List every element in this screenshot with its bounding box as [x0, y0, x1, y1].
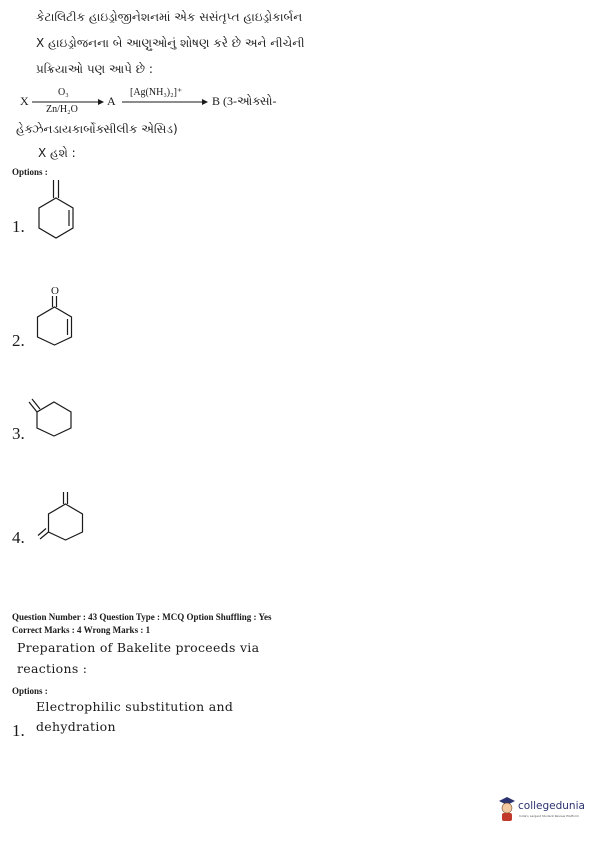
svg-text:O: O — [51, 285, 59, 297]
reaction-arrow-2 — [122, 98, 207, 106]
question-ask: X હશે : — [38, 146, 76, 160]
question-text-line-1: કેટાલિટીક હાઇડ્રોજીનેશનમાં એક સસંતૃપ્ત હાઇડ્રોકાર્બન — [36, 10, 303, 24]
option-2-structure[interactable] — [34, 283, 84, 345]
option-3-number[interactable]: 3. — [12, 424, 25, 443]
question-43-options-label: Options : — [12, 686, 48, 696]
logo-name: collegedunia — [518, 800, 585, 812]
option-4-structure[interactable] — [38, 492, 88, 544]
collegedunia-logo[interactable] — [498, 796, 590, 824]
question-43-option-1-number[interactable]: 1. — [12, 721, 25, 740]
logo-tagline: India's Largest Student Review Platform — [519, 814, 579, 818]
student-mascot-icon — [498, 796, 516, 822]
question-meta-line-1: Question Number : 43 Question Type : MCQ Option Shuffling : Yes — [12, 612, 272, 622]
reaction-product: B (3-ઓક્સો- — [212, 94, 277, 108]
question-43-text-line-1: Preparation of Bakelite proceeds via — [17, 640, 260, 655]
option-1-number[interactable]: 1. — [12, 217, 25, 236]
question-43-option-1-text-line-1[interactable]: Electrophilic substitution and — [36, 699, 234, 714]
reagent-zn-water: Zn/H₂O — [46, 104, 78, 115]
option-3-structure[interactable] — [28, 398, 80, 438]
option-4-number[interactable]: 4. — [12, 528, 25, 547]
reaction-intermediate: A — [107, 94, 116, 108]
question-meta-line-2: Correct Marks : 4 Wrong Marks : 1 — [12, 625, 151, 635]
options-label: Options : — [12, 167, 48, 177]
reagent-tollens: [Ag(NH₃)₂]⁺ — [130, 87, 183, 98]
question-43-text-line-2: reactions : — [17, 661, 88, 676]
reagent-ozone: O₃ — [58, 87, 69, 98]
option-2-number[interactable]: 2. — [12, 331, 25, 350]
reaction-product-continued: હેક્ઝેનડાયકાર્બોક્સીલીક એસિડ) — [16, 122, 178, 136]
question-43-option-1-text-line-2[interactable]: dehydration — [36, 719, 116, 734]
question-text-line-3: પ્રક્રિયાઓ પણ આપે છે : — [36, 62, 153, 76]
option-1-structure[interactable] — [36, 178, 86, 238]
question-text-line-2: X હાઇડ્રોજનના બે આણુઓનું શોષણ કરે છે અને નીચેની — [36, 36, 305, 50]
reaction-start: X — [20, 94, 29, 108]
